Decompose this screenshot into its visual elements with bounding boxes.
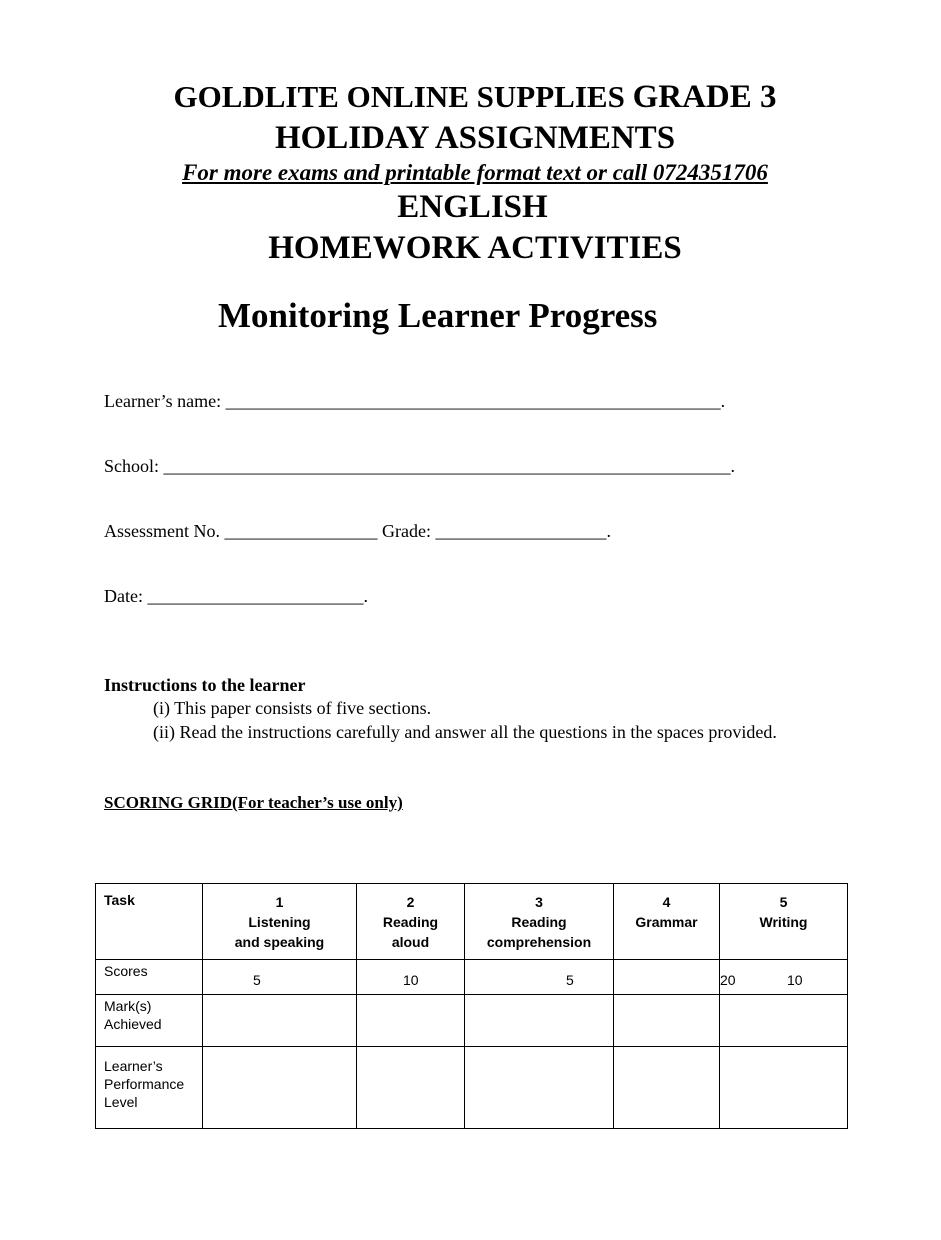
subject-title: ENGLISH <box>397 189 548 225</box>
date-field: Date: ________________________. <box>104 586 368 606</box>
performance-cell <box>614 1047 720 1129</box>
marks-cell <box>357 995 465 1047</box>
performance-cell <box>357 1047 465 1129</box>
score-cell: 10 <box>357 960 465 995</box>
instruction-item: (i) This paper consists of five sections. <box>153 698 432 718</box>
task-column-header: 5 Writing <box>720 884 848 960</box>
score-cell: 5 <box>203 960 357 995</box>
task-header-cell: Task <box>96 884 203 960</box>
score-cell <box>614 960 720 995</box>
marks-cell <box>203 995 357 1047</box>
marks-cell <box>465 995 614 1047</box>
row-label: Learner’s Performance Level <box>96 1047 203 1129</box>
activity-title: HOMEWORK ACTIVITIES <box>268 230 682 266</box>
task-column-header: 3 Reading comprehension <box>465 884 614 960</box>
score-cell: 20 10 <box>720 960 848 995</box>
contact-line: For more exams and printable format text or call 0724351706 <box>182 160 768 185</box>
performance-cell <box>720 1047 848 1129</box>
table-header-row <box>96 884 848 960</box>
title-line-2: HOLIDAY ASSIGNMENTS <box>274 120 676 156</box>
score-cell: 5 <box>465 960 614 995</box>
instruction-item: (ii) Read the instructions carefully and answer all the questions in the spaces provided. <box>153 722 777 742</box>
school-field: School: _______________________________________________________________. <box>104 456 736 476</box>
row-label: Mark(s) Achieved <box>96 995 203 1047</box>
scoring-grid-heading: SCORING GRID(For teacher’s use only) <box>104 793 403 812</box>
marks-cell <box>720 995 848 1047</box>
performance-cell <box>465 1047 614 1129</box>
title-line-1: GOLDLITE ONLINE SUPPLIES GRADE 3 <box>173 79 777 115</box>
task-column-header: 4 Grammar <box>614 884 720 960</box>
scoring-grid-table <box>95 883 848 1129</box>
marks-cell <box>614 995 720 1047</box>
instructions-heading: Instructions to the learner <box>104 675 306 695</box>
task-column-header: 1 Listening and speaking <box>203 884 357 960</box>
table-row <box>96 995 848 1047</box>
table-row <box>96 960 848 995</box>
grade-label: GRADE 3 <box>632 79 777 115</box>
task-column-header: 2 Reading aloud <box>357 884 465 960</box>
page-subtitle: Monitoring Learner Progress <box>218 296 658 335</box>
learner-name-field: Learner’s name: _______________________________________________________. <box>104 391 726 411</box>
table-row <box>96 1047 848 1129</box>
row-label: Scores <box>96 960 203 995</box>
performance-cell <box>203 1047 357 1129</box>
assessment-grade-field: Assessment No. _________________ Grade: ___________________. <box>104 521 611 541</box>
